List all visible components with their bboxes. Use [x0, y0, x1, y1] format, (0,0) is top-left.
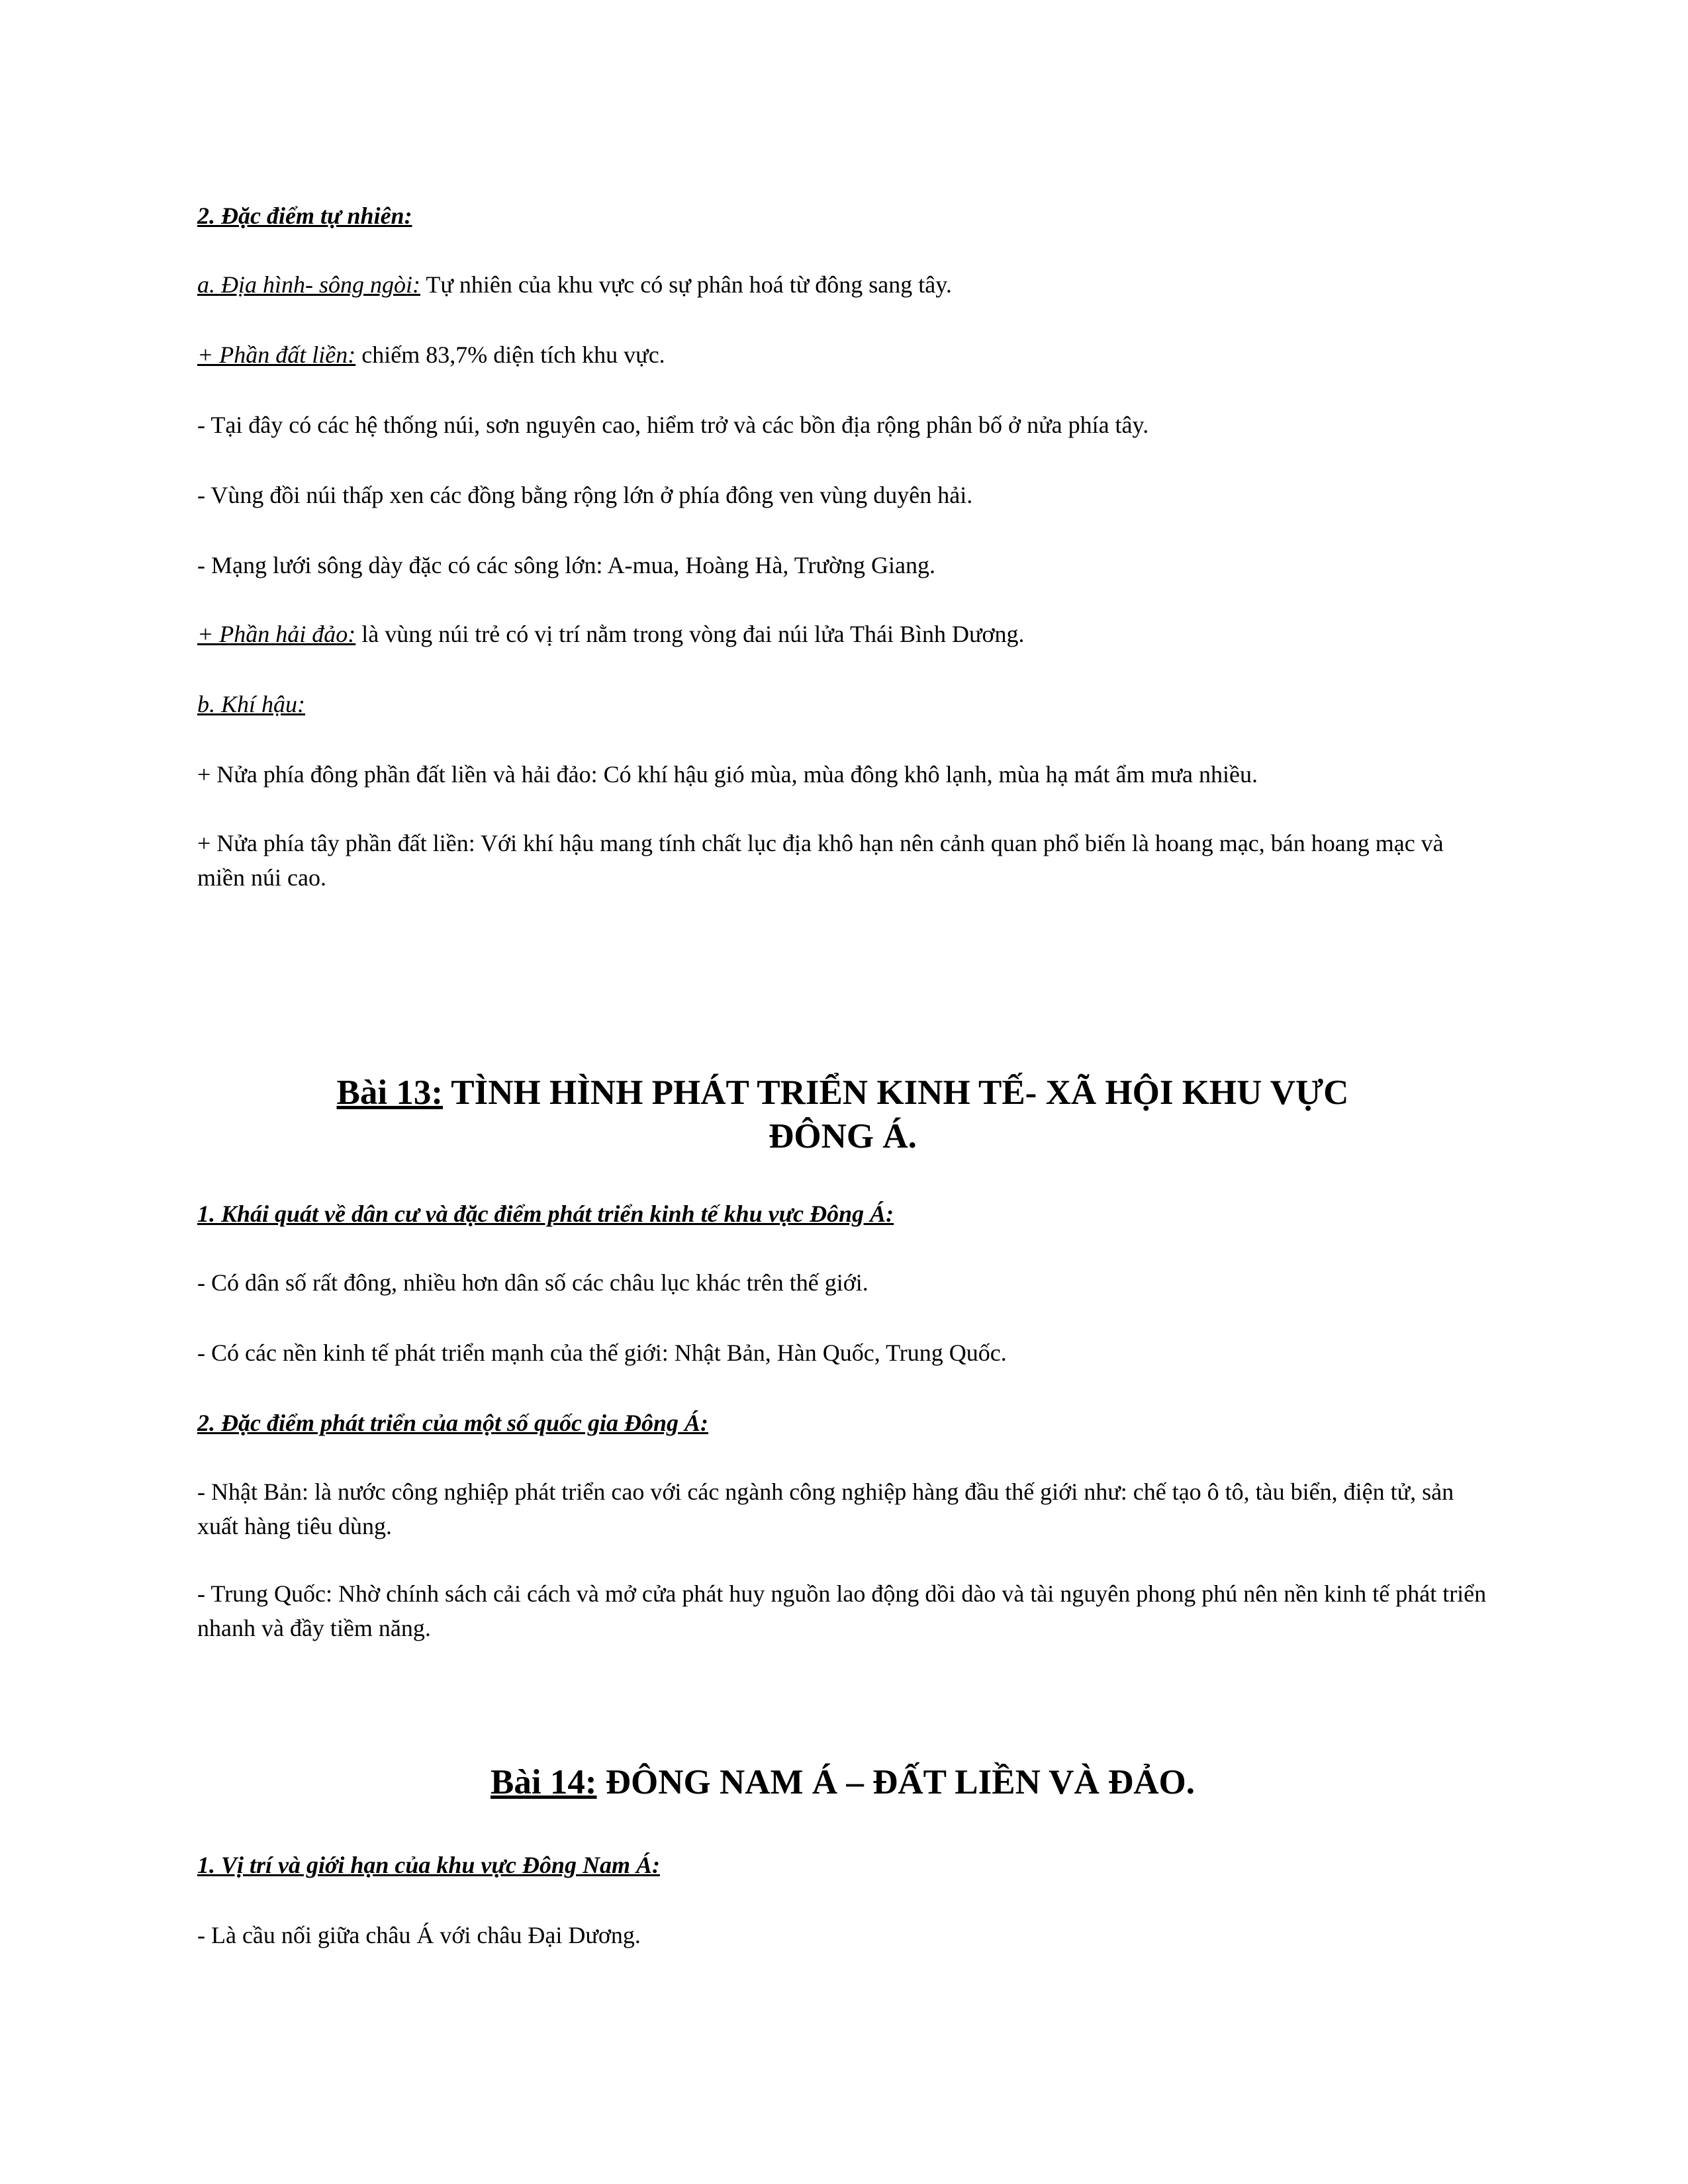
lesson-13-subheading-2: 2. Đặc điểm phát triển của một số quốc gia Đông Á: [197, 1410, 709, 1436]
terrain-label: a. Địa hình- sông ngòi: [197, 271, 420, 298]
rivers-bullet: - Mạng lưới sông dày đặc có các sông lớn: A-mua, Hoàng Hà, Trường Giang. [197, 552, 935, 578]
china-paragraph: - Trung Quốc: Nhờ chính sách cải cách và mở cửa phát huy nguồn lao động dồi dào và tài nguyên phong phú nên nền kinh tế phát triển nhanh và đầy tiềm năng. [197, 1580, 1487, 1641]
mainland-text: chiếm 83,7% diện tích khu vực. [355, 341, 665, 368]
lesson-13-heading [197, 1071, 1488, 1158]
lesson-13-title-line1: TÌNH HÌNH PHÁT TRIỂN KINH TẾ- XÃ HỘI KHU VỰC [443, 1073, 1349, 1112]
climate-east-paragraph: + Nửa phía đông phần đất liền và hải đảo: Có khí hậu gió mùa, mùa đông khô lạnh, mùa hạ mát ẩm mưa nhiều. [197, 761, 1258, 788]
lesson-14-heading [197, 1760, 1488, 1804]
mainland-label: + Phần đất liền: [197, 341, 356, 368]
section-2-title: 2. Đặc điểm tự nhiên: [197, 203, 412, 229]
mountains-bullet: - Tại đây có các hệ thống núi, sơn nguyên cao, hiểm trở và các bồn địa rộng phân bố ở nửa phía tây. [197, 412, 1149, 438]
lesson-13-label: Bài 13: [336, 1073, 444, 1112]
population-bullet: - Có dân số rất đông, nhiều hơn dân số các châu lục khác trên thế giới. [197, 1269, 868, 1296]
economies-bullet: - Có các nền kinh tế phát triển mạnh của thế giới: Nhật Bản, Hàn Quốc, Trung Quốc. [197, 1340, 1007, 1366]
japan-paragraph: - Nhật Bản: là nước công nghiệp phát triển cao với các ngành công nghiệp hàng đầu thế giới như: chế tạo ô tô, tàu biển, điện tử, sản xuất hàng tiêu dùng. [197, 1479, 1454, 1539]
climate-west-paragraph: + Nửa phía tây phần đất liền: Với khí hậu mang tính chất lục địa khô hạn nên cảnh quan phổ biến là hoang mạc, bán hoang mạc và miền núi cao. [197, 830, 1444, 891]
lesson-14-subheading-1: 1. Vị trí và giới hạn của khu vực Đông Nam Á: [197, 1852, 660, 1878]
lowlands-bullet: - Vùng đồi núi thấp xen các đồng bằng rộng lớn ở phía đông ven vùng duyên hải. [197, 482, 973, 508]
islands-paragraph [197, 617, 1488, 651]
islands-label: + Phần hải đảo: [197, 621, 356, 647]
islands-text: là vùng núi trẻ có vị trí nằm trong vòng đai núi lửa Thái Bình Dương. [355, 621, 1025, 647]
lesson-13-title-line2: ĐÔNG Á. [769, 1117, 917, 1156]
lesson-14-label: Bài 14: [491, 1763, 597, 1801]
mainland-paragraph [197, 338, 1488, 372]
lesson-13-subheading-1: 1. Khái quát về dân cư và đặc điểm phát triển kinh tế khu vực Đông Á: [197, 1201, 894, 1227]
bridge-bullet: - Là cầu nối giữa châu Á với châu Đại Dương. [197, 1922, 641, 1948]
terrain-paragraph [197, 267, 1488, 302]
climate-label: b. Khí hậu: [197, 691, 306, 717]
lesson-14-title: ĐÔNG NAM Á – ĐẤT LIỀN VÀ ĐẢO. [596, 1763, 1195, 1801]
terrain-text: Tự nhiên của khu vực có sự phân hoá từ đông sang tây. [420, 271, 952, 298]
